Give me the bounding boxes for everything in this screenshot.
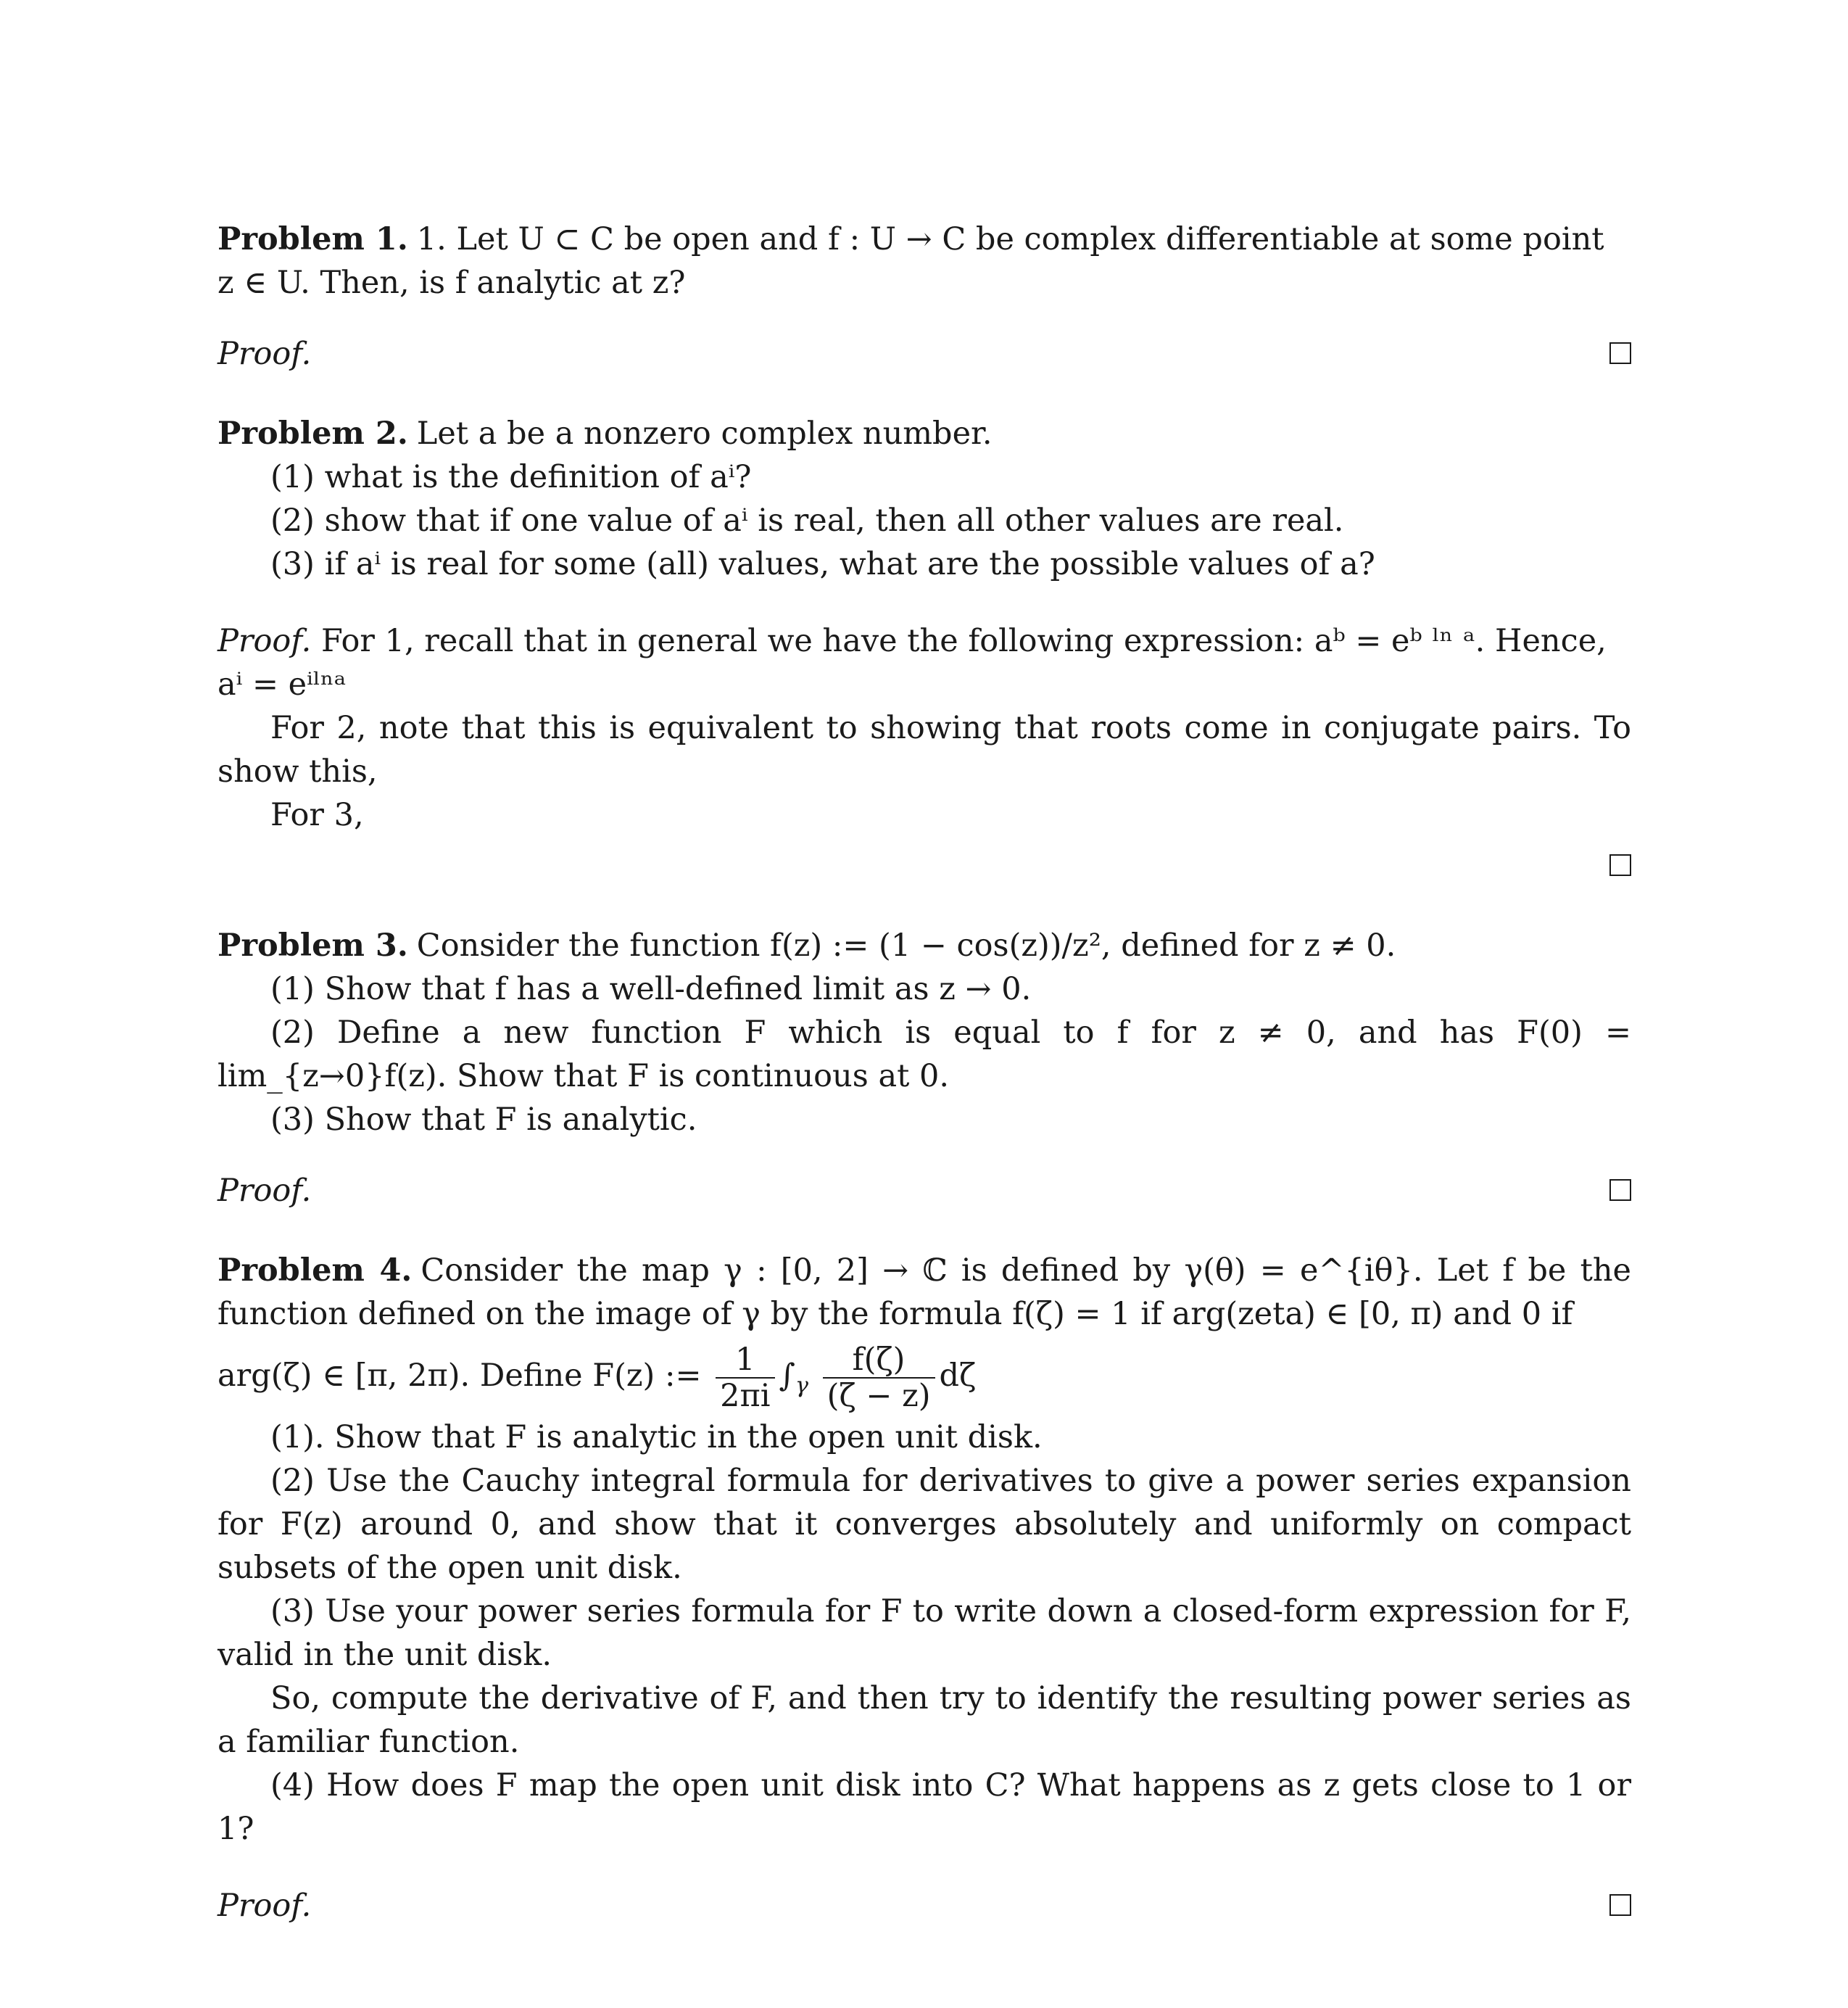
problem-3-heading: Problem 3. [217,927,408,964]
problem-4-item-4: (4) How does F map the open unit disk into C? What happens as z gets close to 1 or 1? [217,1767,1631,1847]
problem-4-intro: Consider the map γ : [0, 2] → ℂ is defined by γ(θ) = e^{iθ}. Let f be the function defined on the image of γ by the formula f(ζ) = 1 if arg(zeta) ∈ [0, π) and 0 if [217,1252,1631,1332]
fraction-numerator: 1 [716,1342,774,1379]
problem-4-statement [217,1249,1631,1336]
problem-2-item-1: (1) what is the definition of aⁱ? [270,459,752,495]
problem-3-statement [217,924,1631,967]
fraction-denominator: 2πi [720,1378,771,1414]
qed-box-icon [1609,342,1631,364]
fraction-integrand [823,1342,935,1413]
problem-4-hint: So, compute the derivative of F, and then try to identify the resulting power series as a familiar function. [217,1680,1631,1760]
document-page [217,218,1631,1928]
problem-2-statement [217,412,1631,455]
problem-2-proof-para2: For 2, note that this is equivalent to showing that roots come in conjugate pairs. To show this, [217,710,1631,790]
problem-1-text-line1: 1. Let U ⊂ C be open and f : U → C be complex differentiable at some point [416,221,1604,257]
fraction-denominator: (ζ − z) [826,1378,931,1414]
definition-suffix: dζ [939,1358,977,1394]
proof-label: Proof. [217,623,312,659]
integral-subscript: γ [795,1373,808,1399]
problem-2-proof-line2: aⁱ = eⁱˡⁿᵃ [217,666,347,703]
problem-2-item-2: (2) show that if one value of aⁱ is real, then all other values are real. [270,503,1344,539]
proof-label: Proof. [217,336,312,372]
problem-4 [217,1249,1631,1928]
problem-3-item-2: (2) Define a new function F which is equal to f for z ≠ 0, and has F(0) = lim_{z→0}f(z). Show that F is continuous at 0. [217,1015,1631,1094]
problem-2-proof-para3: For 3, [270,797,364,833]
problem-3 [217,924,1631,1212]
problem-1-heading: Problem 1. [217,221,408,257]
fraction-numerator: f(ζ) [823,1342,935,1379]
problem-2 [217,412,1631,888]
definition-prefix: arg(ζ) ∈ [π, 2π). Define F(z) := [217,1358,702,1394]
proof-label: Proof. [217,1173,312,1209]
qed-box-icon [1609,1179,1631,1201]
problem-2-heading: Problem 2. [217,416,408,452]
qed-box-icon [1609,854,1631,876]
problem-1 [217,218,1631,376]
fraction-one-over-2pi-i [716,1342,774,1413]
integral-sign: ∫ [779,1358,795,1394]
problem-2-item-3: (3) if aⁱ is real for some (all) values, what are the possible values of a? [270,546,1375,582]
problem-4-item-1: (1). Show that F is analytic in the open unit disk. [270,1419,1043,1455]
problem-4-definition [217,1336,1631,1416]
problem-2-proof-text: For 1, recall that in general we have the following expression: aᵇ = eᵇ ˡⁿ ᵃ. Hence, [321,623,1607,659]
problem-4-heading: Problem 4. [217,1252,413,1289]
problem-1-text-line2: z ∈ U. Then, is f analytic at z? [217,265,686,301]
proof-label: Proof. [217,1888,312,1924]
problem-4-proof [217,1884,1631,1928]
qed-box-icon [1609,1894,1631,1916]
problem-1-statement [217,218,1631,261]
problem-3-item-1: (1) Show that f has a well-defined limit as z → 0. [270,971,1032,1007]
problem-3-proof [217,1169,1631,1212]
problem-4-item-2: (2) Use the Cauchy integral formula for derivatives to give a power series expansion for F(z) around 0, and show that it converges absolutely and uniformly on compact subsets of the open unit disk. [217,1463,1631,1586]
problem-3-intro: Consider the function f(z) := (1 − cos(z))/z², defined for z ≠ 0. [416,927,1396,964]
problem-2-intro: Let a be a nonzero complex number. [416,416,993,452]
problem-2-proof-line1 [217,619,1631,663]
problem-1-proof [217,332,1631,376]
problem-4-item-3: (3) Use your power series formula for F to write down a closed-form expression for F, valid in the unit disk. [217,1593,1631,1673]
problem-3-item-3: (3) Show that F is analytic. [270,1102,697,1138]
